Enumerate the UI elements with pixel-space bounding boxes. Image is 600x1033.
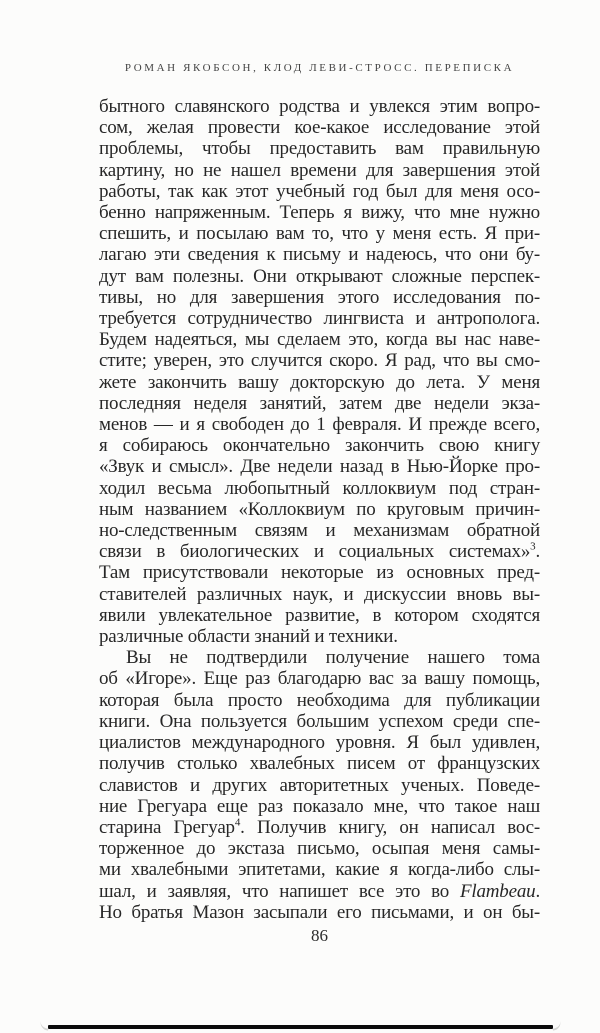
- page-number: 86: [311, 926, 328, 945]
- paragraph: [99, 96, 540, 647]
- text-line: Будем надеяться, мы сделаем это, когда вы нас наве-: [99, 329, 540, 351]
- page-body: [99, 96, 540, 923]
- text-line: ставителей различных наук, и дискуссии вновь вы-: [99, 583, 540, 605]
- text-line: стите; уверен, это случится скоро. Я рад, что вы смо-: [99, 350, 540, 372]
- text-line: сом, желая провести кое-какое исследование этой: [99, 117, 540, 139]
- text-segment: . Получив книгу, он написал вос-: [240, 816, 540, 838]
- text-line: требуется сотрудничество лингвиста и антрополога.: [99, 308, 540, 330]
- text-line: книги. Она пользуется большим успехом среди спе-: [99, 710, 540, 732]
- text-line: ми хвалебными эпитетами, какие я когда-либо слы-: [99, 859, 540, 881]
- text-line: об «Игоре». Еще раз благодарю вас за вашу помощь,: [99, 668, 540, 690]
- text-line: явили увлекательное развитие, в котором сходятся: [99, 604, 540, 626]
- text-line: бытного славянского родства и увлекся этим вопро-: [99, 96, 540, 117]
- text-line: дут вам полезны. Они открывают сложные перспек-: [99, 265, 540, 287]
- text-line: [99, 541, 540, 562]
- text-line: работы, так как этот учебный год был для меня осо-: [99, 180, 540, 202]
- page-bottom-edge: [48, 1025, 553, 1029]
- text-line: торженное до экстаза письмо, осыпая меня самы-: [99, 838, 540, 860]
- text-line: Но братья Мазон засыпали его письмами, и он бы-: [99, 901, 540, 923]
- text-line: ным названием «Коллоквиум по круговым причин-: [99, 498, 540, 520]
- text-segment: связи в биологических и социальных системах»: [99, 541, 531, 563]
- text-line: последняя неделя занятий, затем две недели экза-: [99, 392, 540, 414]
- text-segment: .: [535, 541, 540, 563]
- footnote-reference: 3: [530, 540, 536, 553]
- text-line: ние Грегуара еще раз показало мне, что такое наш: [99, 795, 540, 817]
- text-line: проблемы, чтобы предоставить вам правильную: [99, 138, 540, 160]
- text-line: Вы не подтвердили получение нашего тома: [126, 647, 540, 669]
- text-line: тивы, но для завершения этого исследования по-: [99, 286, 540, 308]
- text-line: Там присутствовали некоторые из основных пред-: [99, 562, 540, 584]
- text-line: бенно напряженным. Теперь я вижу, что мне нужно: [99, 202, 540, 224]
- text-segment: шал, и заявляя, что напишет все это во: [99, 880, 460, 902]
- text-line: которая была просто необходима для публикации: [99, 689, 540, 711]
- footnote-reference: 4: [234, 816, 241, 829]
- text-line: но-следственным связям и механизмам обратной: [99, 520, 540, 542]
- text-line: различные области знаний и техники.: [99, 626, 398, 648]
- text-line: получив столько хвалебных писем от французских: [99, 753, 540, 775]
- text-line: лагаю эти сведения к письму и надеюсь, что они бу-: [99, 244, 540, 266]
- text-line: менов — и я свободен до 1 февраля. И прежде всего,: [99, 414, 540, 436]
- text-line: ходил весьма любопытный коллоквиум под стран-: [99, 477, 540, 499]
- text-line: «Звук и смысл». Две недели назад в Нью-Йорке про-: [99, 456, 540, 478]
- text-line: циалистов международного уровня. Я был удивлен,: [99, 732, 540, 754]
- running-header: РОМАН ЯКОБСОН, КЛОД ЛЕВИ-СТРОСС. ПЕРЕПИСКА: [124, 62, 515, 74]
- text-line: [99, 817, 540, 838]
- text-line: [99, 881, 540, 902]
- paragraph: [99, 647, 540, 923]
- text-line: картину, но не нашел времени для завершения этой: [99, 159, 540, 181]
- text-line: спешить, и посылаю вам то, что у меня есть. Я при-: [99, 223, 540, 245]
- text-line: жете закончить вашу докторскую до лета. У меня: [99, 371, 540, 393]
- italic-text: Flambeau: [459, 880, 536, 902]
- text-segment: .: [535, 880, 540, 902]
- text-line: славистов и других авторитетных ученых. Поведе-: [99, 774, 540, 796]
- text-segment: старина Грегуар: [99, 816, 235, 838]
- text-line: я собираюсь окончательно закончить свою книгу: [99, 435, 540, 457]
